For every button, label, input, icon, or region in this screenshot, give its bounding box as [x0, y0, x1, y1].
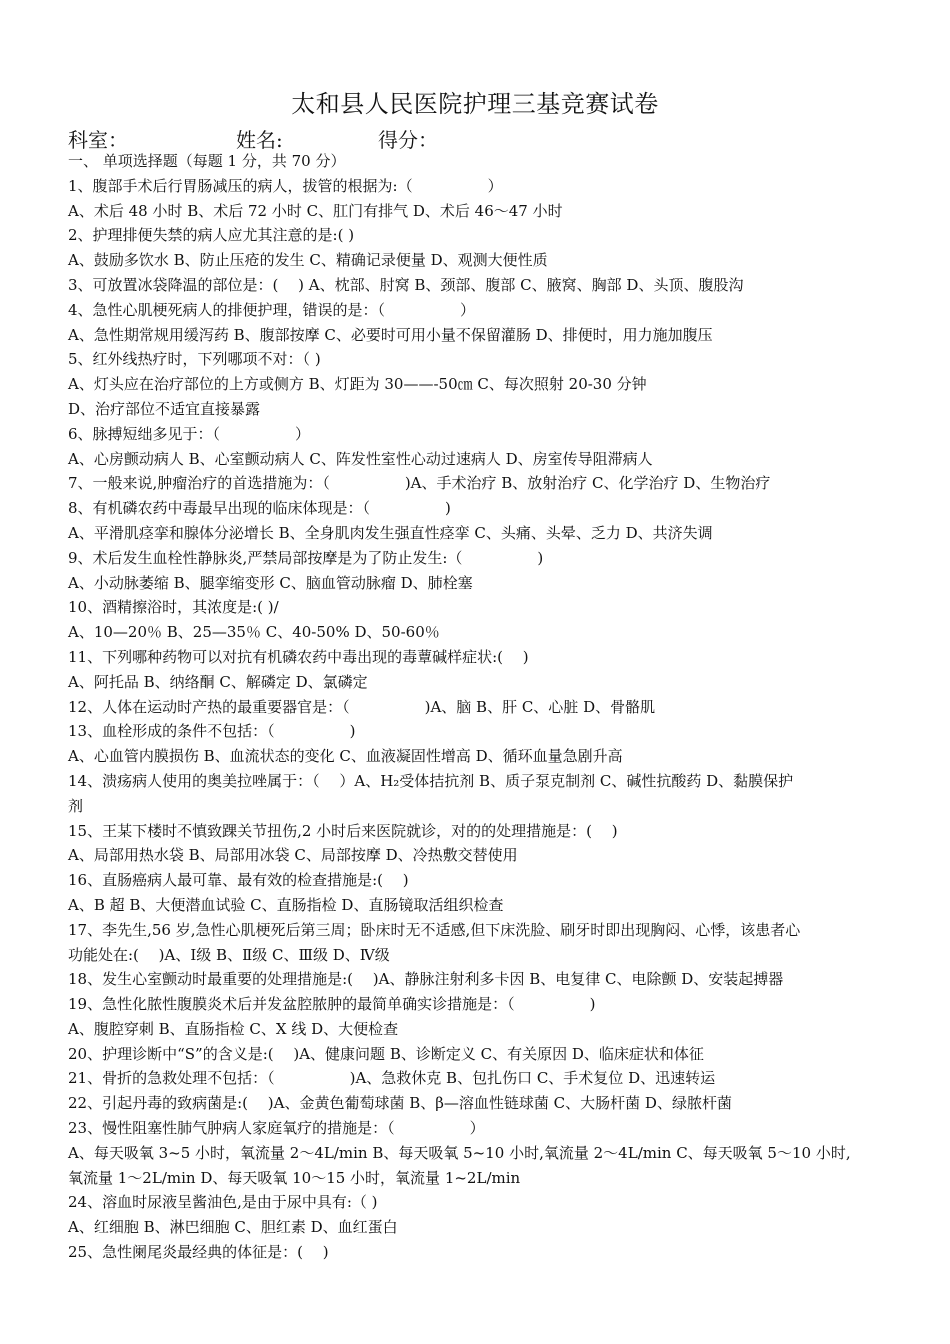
question-line: 3、可放置冰袋降温的部位是：( ) A、枕部、肘窝 B、颈部、腹部 C、腋窝、胸部 D、头顶、腹股沟 [68, 275, 744, 294]
question-line-continued: 功能处在:( )A、Ⅰ级 B、Ⅱ级 C、Ⅲ级 D、Ⅳ级 [68, 945, 390, 964]
department-label: 科室： [68, 128, 128, 152]
options-line: A、10—20％ B、25—35％ C、40-50% D、50-60％ [68, 623, 440, 642]
options-line: A、灯头应在治疗部位的上方或侧方 B、灯距为 30——-50㎝ C、每次照射 20-30 分钟 [68, 375, 647, 394]
question-line: 16、直肠癌病人最可靠、最有效的检查措施是:( ) [68, 871, 409, 890]
options-line: A、术后 48 小时 B、术后 72 小时 C、肛门有排气 D、术后 46～47 小时 [68, 201, 563, 220]
options-line: A、红细胞 B、淋巴细胞 C、胆红素 D、血红蛋白 [68, 1218, 398, 1237]
question-line: 10、酒精擦浴时，其浓度是:( )/ [68, 598, 279, 617]
question-line: 19、急性化脓性腹膜炎术后并发盆腔脓肿的最简单确实诊措施是：（ ) [68, 995, 596, 1014]
options-line: A、急性期常规用缓泻药 B、腹部按摩 C、必要时可用小量不保留灌肠 D、排便时，用力施加腹压 [68, 325, 713, 344]
options-line: A、B 超 B、大便潜血试验 C、直肠指检 D、直肠镜取活组织检查 [68, 895, 504, 914]
question-line: 13、血栓形成的条件不包括：（ ) [68, 722, 356, 741]
options-line-continued: 氧流量 1～2L/min D、每天吸氧 10～15 小时，氧流量 1~2L/min [68, 1168, 521, 1187]
question-line: 9、术后发生血栓性静脉炎,严禁局部按摩是为了防止发生:（ ) [68, 548, 544, 567]
options-line: A、小动脉萎缩 B、腿挛缩变形 C、脑血管动脉瘤 D、肺栓塞 [68, 573, 473, 592]
question-line: 23、慢性阻塞性肺气肿病人家庭氧疗的措施是：（ ） [68, 1119, 485, 1138]
question-line: 21、骨折的急救处理不包括：（ )A、急救休克 B、包扎伤口 C、手术复位 D、迅速转运 [68, 1069, 716, 1088]
question-line: 7、一般来说,肿瘤治疗的首选措施为：（ )A、手术治疗 B、放射治疗 C、化学治疗 D、生物治疗 [68, 474, 771, 493]
question-line: 2、护理排便失禁的病人应尤其注意的是:( ) [68, 226, 355, 245]
question-line: 20、护理诊断中“S”的含义是:( )A、健康问题 B、诊断定义 C、有关原因 D、临床症状和体征 [68, 1044, 704, 1063]
question-line: 18、发生心室颤动时最重要的处理措施是:( )A、静脉注射利多卡因 B、电复律 C、电除颤 D、安装起搏器 [68, 970, 784, 989]
question-body [68, 149, 888, 1265]
question-line: 5、红外线热疗时，下列哪项不对：（ ) [68, 350, 321, 369]
question-line: 12、人体在运动时产热的最重要器官是：（ )A、脑 B、肝 C、心脏 D、骨骼肌 [68, 697, 656, 716]
question-line: 4、急性心肌梗死病人的排便护理，错误的是：（ ） [68, 300, 476, 319]
question-line: 22、引起丹毒的致病菌是:( )A、金黄色葡萄球菌 B、β—溶血性链球菌 C、大肠杆菌 D、绿脓杆菌 [68, 1094, 732, 1113]
options-line: D、治疗部位不适宜直接暴露 [68, 399, 261, 418]
question-line: 24、溶血时尿液呈酱油色,是由于尿中具有:（ ) [68, 1193, 378, 1212]
exam-title: 太和县人民医院护理三基竞赛试卷 [291, 90, 659, 118]
options-line: A、鼓励多饮水 B、防止压疮的发生 C、精确记录便量 D、观测大便性质 [68, 251, 548, 270]
name-label: 姓名: [236, 128, 283, 152]
question-line: 17、李先生,56 岁,急性心肌梗死后第三周；卧床时无不适感,但下床洗脸、刷牙时即出现胸闷、心悸，该患者心 [68, 920, 801, 939]
question-line-continued: 剂 [68, 796, 84, 815]
question-line: 8、有机磷农药中毒最早出现的临床体现是：（ ) [68, 499, 451, 518]
options-line: A、心房颤动病人 B、心室颤动病人 C、阵发性室性心动过速病人 D、房室传导阻滞病人 [68, 449, 653, 468]
options-line: A、阿托品 B、纳络酮 C、解磷定 D、氯磷定 [68, 672, 368, 691]
score-label: 得分： [378, 128, 438, 152]
options-line: A、腹腔穿刺 B、直肠指检 C、X 线 D、大便检查 [68, 1019, 399, 1038]
section-heading: 一、 单项选择题（每题 1 分，共 70 分） [68, 152, 346, 170]
exam-header [68, 124, 888, 152]
question-line: 11、下列哪种药物可以对抗有机磷农药中毒出现的毒蕈碱样症状:( ) [68, 647, 529, 666]
question-line: 1、腹部手术后行胃肠减压的病人，拔管的根据为:（ ） [68, 176, 503, 195]
options-line: A、局部用热水袋 B、局部用冰袋 C、局部按摩 D、冷热敷交替使用 [68, 846, 518, 865]
question-line: 25、急性阑尾炎最经典的体征是：( ) [68, 1243, 329, 1262]
question-line: 6、脉搏短绌多见于：（ ） [68, 424, 311, 443]
question-line: 14、溃疡病人使用的奥美拉唑属于：（ ）A、H₂受体拮抗剂 B、质子泵克制剂 C、碱性抗酸药 D、黏膜保护 [68, 771, 794, 790]
options-line: A、心血管内膜损伤 B、血流状态的变化 C、血液凝固性增高 D、循环血量急剧升高 [68, 747, 623, 766]
options-line: A、每天吸氧 3~5 小时，氧流量 2～4L/min B、每天吸氧 5~10 小时,氧流量 2～4L/min C、每天吸氧 5～10 小时, [68, 1143, 851, 1162]
question-line: 15、王某下楼时不慎致踝关节扭伤,2 小时后来医院就诊，对的的处理措施是：( ) [68, 821, 618, 840]
options-line: A、平滑肌痉挛和腺体分泌增长 B、全身肌肉发生强直性痉挛 C、头痛、头晕、乏力 D、共济失调 [68, 523, 713, 542]
